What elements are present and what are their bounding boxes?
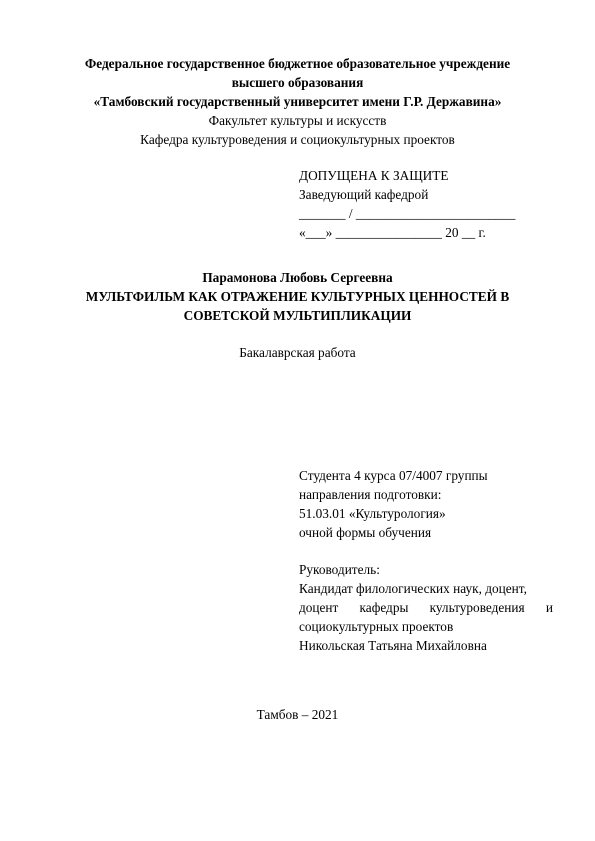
author-name: Парамонова Любовь Сергеевна: [202, 270, 393, 285]
city-year: Тамбов – 2021: [256, 707, 339, 722]
department-name: Кафедра культуроведения и социокультурных проектов: [140, 132, 455, 147]
university-name: «Тамбовский государственный университет имени Г.Р. Державина»: [93, 94, 502, 109]
supervisor-label: Руководитель:: [299, 562, 380, 577]
supervisor-position-line-1: [299, 599, 553, 617]
work-type: Бакалаврская работа: [239, 345, 356, 360]
approval-signature-line: _______ / ________________________: [299, 206, 516, 221]
student-line-1: Студента 4 курса 07/4007 группы: [299, 468, 488, 483]
supervisor-position-line-2: социокультурных проектов: [299, 619, 454, 634]
position-word: кафедры: [359, 600, 409, 615]
work-title-line-1: МУЛЬТФИЛЬМ КАК ОТРАЖЕНИЕ КУЛЬТУРНЫХ ЦЕННОСТЕЙ В: [85, 289, 510, 304]
position-word: культуроведения: [429, 600, 525, 615]
student-line-4: очной формы обучения: [299, 525, 432, 540]
position-word: доцент: [299, 600, 339, 615]
org-line-1: Федеральное государственное бюджетное образовательное учреждение: [84, 56, 511, 71]
approval-date-line: «___» ________________ 20 __ г.: [299, 225, 486, 240]
faculty-name: Факультет культуры и искусств: [208, 113, 387, 128]
approval-role: Заведующий кафедрой: [299, 187, 429, 202]
position-word: и: [545, 600, 553, 615]
work-title-line-2: СОВЕТСКОЙ МУЛЬТИПЛИКАЦИИ: [183, 308, 412, 323]
supervisor-name: Никольская Татьяна Михайловна: [299, 638, 487, 653]
approval-title: ДОПУЩЕНА К ЗАЩИТЕ: [299, 168, 449, 183]
student-line-2: направления подготовки:: [299, 487, 442, 502]
org-line-2: высшего образования: [231, 75, 364, 90]
student-line-3: 51.03.01 «Культурология»: [299, 506, 446, 521]
supervisor-degree: Кандидат филологических наук, доцент,: [299, 581, 527, 596]
